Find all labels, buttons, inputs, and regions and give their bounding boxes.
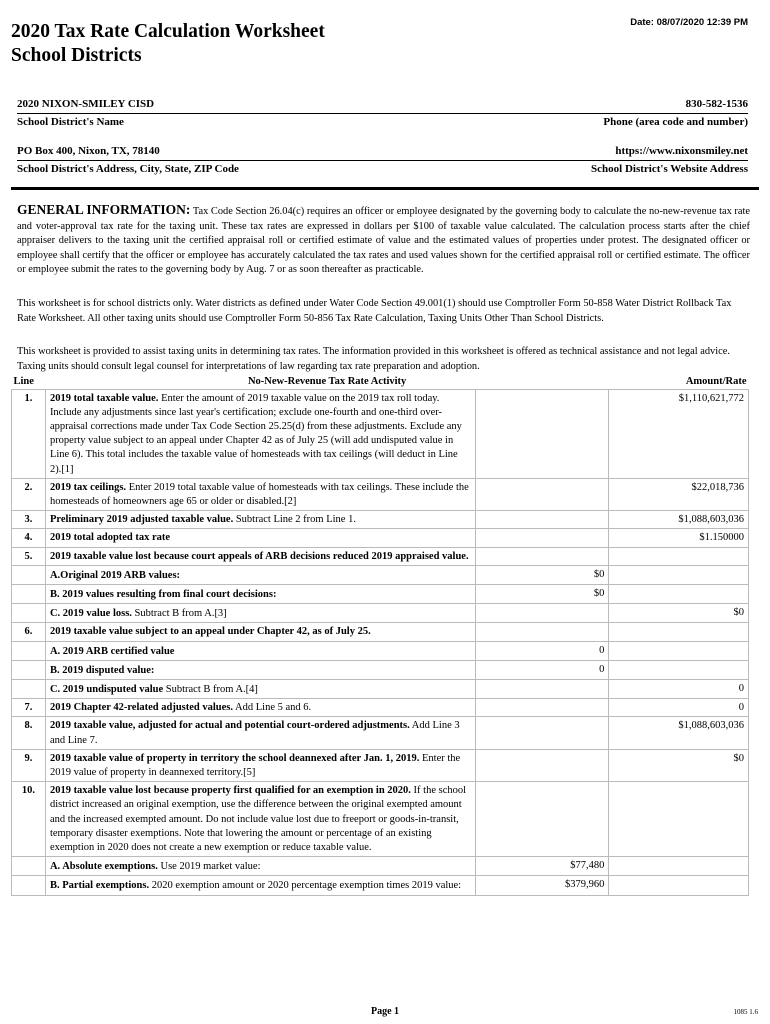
line-description-bold: 2019 Chapter 42-related adjusted values. [49,702,234,714]
line-description-text: Add Line 3 and Line 7. [49,720,460,746]
amount-value: 0 [609,699,749,717]
form-code: 1085 1.6 [733,1008,758,1016]
line-description-bold: 2019 taxable value of property in territory the school deannexed after Jan. 1, 2019. [49,752,420,764]
intermediate-value [475,511,609,529]
page-title [11,20,325,68]
line-description-bold: B. Partial exemptions. [49,880,150,892]
line-number [12,876,46,895]
line-description-text: Add Line 5 and 6. [233,702,312,714]
table-row [12,857,749,876]
line-description-text: Subtract B from A.[3] [131,608,227,620]
line-description [45,876,475,895]
line-number [12,660,46,679]
line-description-bold: 2019 taxable value lost because property first qualified for an exemption in 2020. [49,785,411,797]
intermediate-value: $0 [475,584,609,603]
amount-value [609,876,749,895]
line-description-text: Subtract B from A.[4] [163,683,258,695]
line-number: 2. [12,478,46,510]
line-description [45,660,475,679]
district-phone: 830-582-1536 [685,98,748,110]
general-information [17,203,750,278]
col-activity-header: No-New-Revenue Tax Rate Activity [247,375,407,387]
line-number [12,679,46,698]
line-description-text: Enter the 2019 value of property in deannexed territory.[5] [49,752,461,778]
col-line-header: Line [13,375,34,387]
line-number: 8. [12,717,46,749]
line-number: 4. [12,529,46,547]
line-number: 5. [12,547,46,565]
district-website-label: School District's Website Address [591,163,748,175]
line-description-text: Use 2019 market value: [157,861,261,873]
line-description [45,717,475,749]
line-description-text: Subtract Line 2 from Line 1. [233,514,356,526]
line-description [45,565,475,584]
line-description [45,511,475,529]
line-description-bold: A. 2019 ARB certified value [49,645,175,657]
line-description-text: Enter 2019 total taxable value of homesteads with tax ceilings. These include the homesteads of homeowners age 65 or older or disabled.[2] [49,481,469,507]
line-description-bold: B. 2019 values resulting from final court decisions: [49,588,277,600]
amount-value: $22,018,736 [609,478,749,510]
district-name-row [17,98,748,128]
table-row [12,782,749,857]
intermediate-value [475,529,609,547]
intermediate-value: 0 [475,660,609,679]
line-description-bold: 2019 taxable value subject to an appeal under Chapter 42, as of July 25. [49,626,371,638]
line-description-text: 2020 exemption amount or 2020 percentage exemption times 2019 value: [149,880,462,892]
line-description-bold: 2019 total adopted tax rate [49,532,171,544]
line-description-bold: 2019 taxable value, adjusted for actual and potential court-ordered adjustments. [49,720,410,732]
general-information-text: Tax Code Section 26.04(c) requires an officer or employee designated by the governing body to calculate the no-new-revenue tax rate and voter-approval tax rate for the taxing unit. These tax rates are expressed in dollars per $100 of taxable value calculated. The calculation process starts after the chief appraiser delivers to the taxing unit the certified appraisal roll or certified estimate of value and the estimated values of properties under protest. The designated officer or employee shall certify that the officer or employee has accurately calculated the tax rates and used values shown for the certified appraisal roll or certified estimate. The officer or employee submit the rates to the governing body by Aug. 7 or as soon thereafter as practicable. [17,206,750,276]
line-description-bold: 2019 taxable value lost because court appeals of ARB decisions reduced 2019 appraised value. [49,550,469,562]
district-phone-label: Phone (area code and number) [603,116,748,128]
line-description [45,584,475,603]
amount-value: $1,088,603,036 [609,511,749,529]
table-row [12,565,749,584]
amount-value: $1,088,603,036 [609,717,749,749]
district-address-label: School District's Address, City, State, ZIP Code [17,163,239,175]
district-address-row [17,145,748,175]
line-description [45,478,475,510]
table-row [12,547,749,565]
line-number [12,604,46,623]
col-amount-header: Amount/Rate [685,375,747,387]
line-description-bold: Preliminary 2019 adjusted taxable value. [49,514,234,526]
table-row [12,604,749,623]
table-row [12,749,749,781]
intermediate-value [475,478,609,510]
table-row [12,478,749,510]
line-description-bold: A. Absolute exemptions. [49,861,158,873]
table-row [12,389,749,478]
intermediate-value [475,547,609,565]
line-number [12,857,46,876]
district-name: 2020 NIXON-SMILEY CISD [17,98,155,110]
table-row [12,529,749,547]
amount-value [609,623,749,641]
table-row [12,679,749,698]
intermediate-value: $379,960 [475,876,609,895]
amount-value: $1,110,621,772 [609,389,749,478]
table-row [12,660,749,679]
general-information-heading: GENERAL INFORMATION: [17,202,191,217]
amount-value: $0 [609,749,749,781]
line-description [45,749,475,781]
line-number: 7. [12,699,46,717]
line-number [12,584,46,603]
line-description-text: If the school district increased an original exemption, use the difference between the original exempted amount and the increased exempted amount. Do not include value lost due to freeport or goods-in-transit, temporary disaster exemptions. Note that lowering the amount or percentage of an existing exemption in 2020 does not create a new exemption or reduce taxable value. [49,785,467,853]
line-description [45,679,475,698]
line-description [45,529,475,547]
table-row [12,584,749,603]
amount-value: $0 [609,604,749,623]
line-number: 3. [12,511,46,529]
line-description [45,699,475,717]
table-header-row [12,374,749,389]
page-number: Page 1 [370,1006,400,1017]
line-description-bold: 2019 total taxable value. [49,392,159,404]
line-description [45,547,475,565]
intermediate-value: $77,480 [475,857,609,876]
line-description [45,623,475,641]
line-description-bold: B. 2019 disputed value: [49,664,155,676]
table-row [12,717,749,749]
intermediate-value [475,717,609,749]
line-description [45,641,475,660]
line-description [45,389,475,478]
disclaimer-paragraph: This worksheet is provided to assist taxing units in determining tax rates. The information provided in this worksheet is offered as technical assistance and not legal advice. Taxing units should consult legal counsel for interpretations of law regarding tax rate preparation and adoption. [17,346,730,372]
line-description-bold: A.Original 2019 ARB values: [49,569,181,581]
intermediate-value [475,623,609,641]
line-number: 6. [12,623,46,641]
no-new-revenue-worksheet-table [11,374,749,896]
intermediate-value [475,389,609,478]
line-number: 10. [12,782,46,857]
amount-value [609,782,749,857]
district-address: PO Box 400, Nixon, TX, 78140 [17,145,160,157]
line-description [45,604,475,623]
line-description-bold: 2019 tax ceilings. [49,481,127,493]
section-divider [11,187,759,190]
intermediate-value [475,604,609,623]
intermediate-value: $0 [475,565,609,584]
title-line-2: School Districts [11,45,142,66]
intermediate-value [475,782,609,857]
line-number: 1. [12,389,46,478]
amount-value [609,584,749,603]
intermediate-value [475,679,609,698]
amount-value [609,565,749,584]
line-description-bold: C. 2019 undisputed value [49,683,164,695]
line-description-bold: C. 2019 value loss. [49,608,132,620]
line-description-text: Enter the amount of 2019 taxable value on the 2019 tax roll today. Include any adjustments since last year's certification; exclude one-fourth and one-third over-appraisal corrections made under Tax Code Section 25.25(d) from these adjustments. Exclude any property value subject to an appeal under Chapter 42 as of July 25 (will add undisputed value in Line 6). This total includes the taxable value of homesteads with tax ceilings (will deduct in Line 2).[1] [49,392,462,475]
intermediate-value [475,749,609,781]
table-row [12,699,749,717]
amount-value [609,641,749,660]
line-number [12,565,46,584]
print-date: Date: 08/07/2020 12:39 PM [630,17,748,28]
table-row [12,511,749,529]
line-description [45,782,475,857]
line-description [45,857,475,876]
table-row [12,623,749,641]
amount-value [609,660,749,679]
district-name-label: School District's Name [17,116,124,128]
intermediate-value: 0 [475,641,609,660]
amount-value: $1.150000 [609,529,749,547]
line-number: 9. [12,749,46,781]
intermediate-value [475,699,609,717]
district-website: https://www.nixonsmiley.net [615,145,748,157]
line-number [12,641,46,660]
amount-value [609,547,749,565]
table-row [12,641,749,660]
amount-value: 0 [609,679,749,698]
amount-value [609,857,749,876]
title-line-1: 2020 Tax Rate Calculation Worksheet [11,21,325,42]
table-row [12,876,749,895]
worksheet-scope-paragraph: This worksheet is for school districts only. Water districts as defined under Water Code Section 49.001(1) should use Comptroller Form 50-858 Water District Rollback Tax Rate Worksheet. All other taxing units should use Comptroller Form 50-856 Tax Rate Calculation, Taxing Units Other Than School Districts. [17,298,732,324]
